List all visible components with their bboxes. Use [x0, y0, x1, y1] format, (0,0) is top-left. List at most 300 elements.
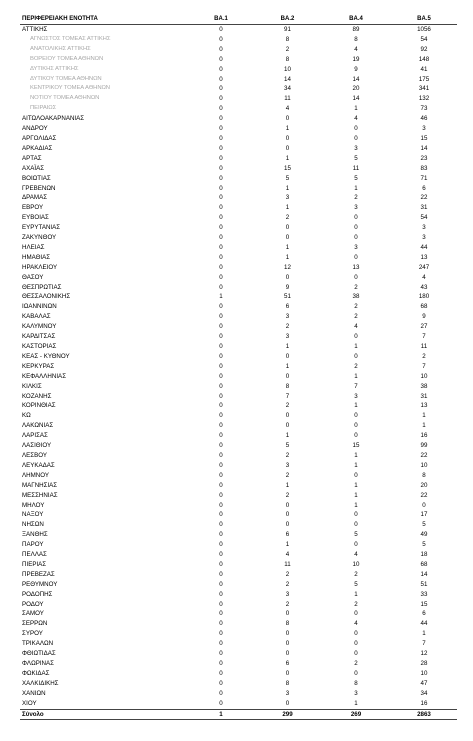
- ba2-value: 0: [285, 521, 290, 529]
- region-name: ΚΙΛΚΙΣ: [22, 382, 42, 390]
- region-name: ΗΡΑΚΛΕΙΟΥ: [22, 263, 58, 271]
- ba2-value: 0: [285, 669, 290, 677]
- table-row: [20, 600, 457, 610]
- region-name: ΕΥΒΟΙΑΣ: [22, 214, 49, 222]
- ba5-value: 47: [420, 679, 428, 687]
- ba4-value: 4: [354, 620, 358, 628]
- ba1-value: 0: [219, 451, 223, 459]
- ba1-value: 0: [219, 412, 223, 420]
- ba2-value: 0: [285, 650, 290, 658]
- ba5-value: 68: [420, 303, 428, 311]
- table-subrow: [20, 84, 457, 94]
- ba2-value: 0: [285, 352, 290, 360]
- table-row: [20, 243, 457, 253]
- ba1-value: 0: [219, 580, 223, 588]
- ba2-value: 1: [285, 154, 290, 162]
- ba5-value: 1: [422, 422, 426, 430]
- ba1-value: 0: [219, 144, 223, 152]
- table-row: [20, 382, 457, 392]
- ba4-value: 0: [354, 134, 358, 142]
- ba2-value: 0: [285, 144, 290, 152]
- ba2-value: 2: [285, 600, 290, 608]
- region-name: ΜΑΓΝΗΣΙΑΣ: [22, 481, 58, 489]
- ba2-value: 0: [285, 134, 290, 142]
- region-name: ΠΕΛΛΑΣ: [22, 551, 47, 559]
- table-row: [20, 540, 457, 550]
- ba5-value: 13: [420, 402, 428, 410]
- table-row: [20, 124, 457, 134]
- region-name: ΦΛΩΡΙΝΑΣ: [22, 660, 54, 667]
- region-name: ΣΑΜΟΥ: [22, 610, 44, 618]
- total-ba2: 299: [254, 709, 321, 720]
- table-row: [20, 550, 457, 560]
- ba2-value: 6: [285, 531, 290, 539]
- ba1-value: 0: [219, 669, 223, 677]
- ba1-value: 0: [219, 214, 223, 222]
- ba2-value: 3: [285, 689, 290, 697]
- region-name: ΛΑΣΙΘΙΟΥ: [22, 442, 52, 450]
- ba1-value: 0: [219, 194, 223, 202]
- ba2-value: 3: [285, 313, 290, 321]
- ba1-value: 0: [219, 679, 223, 687]
- ba4-value: 3: [354, 689, 358, 697]
- ba5-value: 22: [420, 194, 428, 202]
- ba5-value: 71: [420, 174, 428, 182]
- ba1-value: 0: [219, 134, 223, 142]
- ba1-value: 0: [219, 154, 223, 162]
- region-name: ΑΙΤΩΛΟΑΚΑΡΝΑΝΙΑΣ: [22, 115, 85, 123]
- ba2-value: 2: [285, 580, 290, 588]
- region-name: ΙΩΑΝΝΙΝΩΝ: [22, 303, 57, 311]
- ba1-value: 0: [219, 432, 223, 440]
- ba1-value: 0: [219, 174, 223, 182]
- ba1-value: 0: [219, 610, 223, 618]
- ba2-value: 2: [285, 451, 290, 459]
- ba1-value: 0: [219, 660, 223, 667]
- ba5-value: 54: [420, 214, 428, 222]
- ba2-value: 2: [285, 471, 290, 479]
- ba1-value: 0: [219, 253, 223, 261]
- ba4-value: 20: [352, 85, 360, 93]
- ba1-value: 0: [219, 461, 223, 469]
- ba5-value: 16: [420, 432, 428, 440]
- ba2-value: 2: [285, 323, 290, 331]
- ba4-value: 1: [354, 590, 358, 598]
- region-name: ΣΥΡΟΥ: [22, 630, 43, 638]
- ba4-value: 3: [354, 392, 358, 400]
- header-region: ΠΕΡΙΦΕΡΕΙΑΚΗ ΕΝΟΤΗΤΑ: [20, 15, 188, 25]
- ba1-value: 0: [219, 541, 223, 549]
- ba4-value: 5: [354, 174, 358, 182]
- region-name: ΚΟΖΑΝΗΣ: [22, 392, 52, 400]
- table-row: [20, 689, 457, 699]
- ba1-value: 0: [219, 590, 223, 598]
- region-name: ΔΥΤΙΚΗΣ ΑΤΤΙΚΗΣ: [30, 65, 79, 72]
- ba5-value: 14: [420, 570, 428, 578]
- region-name: ΣΕΡΡΩΝ: [22, 620, 48, 628]
- ba4-value: 2: [354, 313, 358, 321]
- ba5-value: 175: [418, 75, 430, 83]
- ba5-value: 3: [422, 224, 426, 232]
- ba2-value: 2: [285, 570, 290, 578]
- ba4-value: 1: [354, 461, 358, 469]
- region-name: ΘΕΣΠΡΩΤΙΑΣ: [22, 283, 62, 291]
- ba2-value: 6: [285, 660, 290, 667]
- table-subrow: [20, 65, 457, 75]
- ba5-value: 43: [420, 283, 428, 291]
- ba1-value: 0: [219, 45, 223, 53]
- region-name: ΚΕΑΣ - ΚΥΘΝΟΥ: [22, 352, 70, 360]
- ba1-value: 0: [219, 303, 223, 311]
- table-row: [20, 213, 457, 223]
- ba4-value: 0: [354, 253, 358, 261]
- ba2-value: 1: [285, 481, 290, 489]
- ba2-value: 1: [285, 362, 290, 370]
- ba4-value: 0: [354, 214, 358, 222]
- ba1-value: 0: [219, 125, 223, 133]
- table-row: [20, 322, 457, 332]
- ba4-value: 0: [354, 224, 358, 232]
- ba1-value: 0: [219, 640, 223, 648]
- table-row: [20, 312, 457, 322]
- ba2-value: 14: [284, 75, 291, 83]
- region-name: ΠΡΕΒΕΖΑΣ: [22, 570, 55, 578]
- ba4-value: 1: [354, 501, 358, 509]
- ba1-value: 0: [219, 511, 223, 519]
- ba1-value: 1: [219, 293, 223, 301]
- ba4-value: 1: [354, 184, 358, 192]
- ba4-value: 0: [354, 541, 358, 549]
- ba5-value: 247: [418, 263, 430, 271]
- table-row: [20, 441, 457, 451]
- ba5-value: 31: [420, 392, 428, 400]
- table-row: [20, 491, 457, 501]
- ba5-value: 0: [422, 501, 426, 509]
- ba1-value: 0: [219, 442, 223, 450]
- ba4-value: 0: [354, 412, 358, 420]
- table-subrow: [20, 94, 457, 104]
- ba2-value: 3: [285, 461, 290, 469]
- ba4-value: 2: [354, 570, 358, 578]
- table-row: [20, 302, 457, 312]
- header-ba2: ΒΑ.2: [254, 15, 321, 25]
- region-name: ΗΛΕΙΑΣ: [22, 243, 45, 251]
- region-name: ΔΡΑΜΑΣ: [22, 194, 48, 202]
- ba5-value: 4: [422, 273, 426, 281]
- ba5-value: 3: [422, 125, 426, 133]
- region-name: ΚΑΡΔΙΤΣΑΣ: [22, 333, 56, 341]
- table-row: [20, 154, 457, 164]
- ba1-value: 0: [219, 570, 223, 578]
- ba2-value: 0: [285, 699, 290, 707]
- ba4-value: 0: [354, 521, 358, 529]
- table-row: [20, 570, 457, 580]
- ba1-value: 0: [219, 551, 223, 559]
- table-row: [20, 174, 457, 184]
- table-row: [20, 332, 457, 342]
- ba2-value: 5: [285, 442, 290, 450]
- ba4-value: 9: [354, 65, 358, 73]
- region-name: ΚΕΝΤΡΙΚΟΥ ΤΟΜΕΑ ΑΘΗΝΩΝ: [30, 85, 110, 92]
- ba1-value: 0: [219, 600, 223, 608]
- ba4-value: 8: [354, 679, 358, 687]
- ba1-value: 0: [219, 85, 223, 93]
- ba2-value: 0: [285, 630, 290, 638]
- region-name: ΤΡΙΚΑΛΩΝ: [22, 640, 54, 648]
- ba1-value: 0: [219, 263, 223, 271]
- ba1-value: 0: [219, 372, 223, 380]
- total-row: [20, 709, 457, 720]
- total-ba5: 2863: [391, 709, 457, 720]
- region-name: ΑΝΑΤΟΛΙΚΗΣ ΑΤΤΙΚΗΣ: [30, 45, 91, 52]
- ba1-value: 0: [219, 402, 223, 410]
- table-subrow: [20, 75, 457, 85]
- region-name: ΠΙΕΡΙΑΣ: [22, 560, 47, 568]
- ba1-value: 0: [219, 224, 223, 232]
- region-name: ΛΑΚΩΝΙΑΣ: [22, 422, 54, 430]
- region-name: ΚΑΣΤΟΡΙΑΣ: [22, 343, 57, 350]
- ba1-value: 0: [219, 105, 223, 113]
- ba5-value: 2: [422, 352, 426, 360]
- ba1-value: 0: [219, 422, 223, 430]
- ba1-value: 0: [219, 115, 223, 123]
- table-row: [20, 481, 457, 491]
- ba5-value: 10: [420, 372, 428, 380]
- table-row: [20, 560, 457, 570]
- ba5-value: 13: [420, 253, 428, 261]
- ba2-value: 1: [285, 541, 290, 549]
- ba2-value: 2: [285, 214, 290, 222]
- ba2-value: 3: [285, 590, 290, 598]
- ba1-value: 0: [219, 55, 223, 63]
- ba1-value: 0: [219, 560, 223, 568]
- ba1-value: 0: [219, 204, 223, 212]
- ba4-value: 1: [354, 343, 358, 350]
- ba4-value: 5: [354, 580, 358, 588]
- ba2-value: 8: [285, 382, 290, 390]
- ba4-value: 14: [352, 95, 360, 103]
- region-name: ΚΑΛΥΜΝΟΥ: [22, 323, 57, 331]
- ba5-value: 10: [420, 669, 428, 677]
- ba5-value: 41: [420, 65, 428, 73]
- ba5-value: 31: [420, 204, 428, 212]
- ba2-value: 0: [285, 412, 290, 420]
- ba1-value: 0: [219, 95, 223, 103]
- table-row: [20, 372, 457, 382]
- table-row: [20, 25, 457, 35]
- ba5-value: 28: [420, 660, 428, 667]
- ba4-value: 2: [354, 303, 358, 311]
- table-row: [20, 164, 457, 174]
- ba1-value: 0: [219, 382, 223, 390]
- table-footer: [20, 709, 457, 720]
- table-header: [20, 15, 457, 25]
- ba4-value: 13: [352, 263, 360, 271]
- region-name: ΛΕΥΚΑΔΑΣ: [22, 461, 55, 469]
- ba5-value: 38: [420, 382, 428, 390]
- table-row: [20, 134, 457, 144]
- ba1-value: 0: [219, 273, 223, 281]
- table-row: [20, 639, 457, 649]
- region-name: ΔΥΤΙΚΟΥ ΤΟΜΕΑ ΑΘΗΝΩΝ: [30, 75, 102, 82]
- ba5-value: 54: [420, 35, 428, 43]
- ba2-value: 0: [285, 610, 290, 618]
- ba2-value: 4: [285, 105, 290, 113]
- table-row: [20, 649, 457, 659]
- ba5-value: 3: [422, 234, 426, 242]
- ba1-value: 0: [219, 333, 223, 341]
- ba2-value: 8: [285, 55, 290, 63]
- ba4-value: 1: [354, 105, 358, 113]
- ba4-value: 5: [354, 531, 358, 539]
- ba4-value: 5: [354, 154, 358, 162]
- ba4-value: 0: [354, 273, 358, 281]
- ba2-value: 5: [285, 174, 290, 182]
- table-row: [20, 253, 457, 263]
- region-name: ΡΟΔΟΥ: [22, 600, 44, 608]
- ba4-value: 3: [354, 204, 358, 212]
- ba5-value: 44: [420, 620, 428, 628]
- ba4-value: 89: [352, 26, 360, 33]
- ba5-value: 148: [418, 55, 430, 63]
- region-name: ΧΑΛΚΙΔΙΚΗΣ: [22, 679, 59, 687]
- ba1-value: 0: [219, 323, 223, 331]
- region-name: ΡΟΔΟΠΗΣ: [22, 590, 53, 598]
- ba5-value: 1056: [417, 26, 431, 33]
- ba4-value: 4: [354, 45, 358, 53]
- ba4-value: 0: [354, 352, 358, 360]
- region-name: ΛΑΡΙΣΑΣ: [22, 432, 48, 440]
- ba4-value: 0: [354, 234, 358, 242]
- ba2-value: 1: [285, 204, 290, 212]
- ba1-value: 0: [219, 650, 223, 658]
- ba1-value: 0: [219, 531, 223, 539]
- ba2-value: 0: [285, 422, 290, 430]
- ba5-value: 73: [420, 105, 428, 113]
- ba5-value: 10: [420, 461, 428, 469]
- total-label: Σύνολο: [20, 709, 188, 720]
- ba4-value: 8: [354, 35, 358, 43]
- region-name: ΕΥΡΥΤΑΝΙΑΣ: [22, 224, 61, 232]
- ba2-value: 1: [285, 184, 290, 192]
- region-name: ΠΕΙΡΑΙΩΣ: [30, 105, 57, 112]
- ba1-value: 0: [219, 35, 223, 43]
- ba2-value: 1: [285, 125, 290, 133]
- ba5-value: 92: [420, 45, 428, 53]
- table-row: [20, 411, 457, 421]
- table-row: [20, 580, 457, 590]
- table-row: [20, 342, 457, 352]
- table-row: [20, 352, 457, 362]
- table-row: [20, 629, 457, 639]
- ba1-value: 0: [219, 471, 223, 479]
- region-name: ΓΡΕΒΕΝΩΝ: [22, 184, 56, 192]
- ba5-value: 341: [418, 85, 430, 93]
- ba5-value: 1: [422, 412, 426, 420]
- ba1-value: 0: [219, 343, 223, 350]
- ba5-value: 16: [420, 699, 428, 707]
- table-row: [20, 273, 457, 283]
- ba1-value: 0: [219, 620, 223, 628]
- region-name: ΕΒΡΟΥ: [22, 204, 44, 212]
- table-row: [20, 501, 457, 511]
- ba2-value: 2: [285, 45, 290, 53]
- ba5-value: 46: [420, 115, 428, 123]
- ba2-value: 0: [285, 234, 290, 242]
- table-body: [20, 25, 457, 710]
- ba5-value: 44: [420, 243, 428, 251]
- table-row: [20, 263, 457, 273]
- ba4-value: 15: [352, 442, 360, 450]
- ba2-value: 2: [285, 402, 290, 410]
- ba5-value: 23: [420, 154, 428, 162]
- ba2-value: 1: [285, 432, 290, 440]
- table-row: [20, 679, 457, 689]
- ba1-value: 0: [219, 164, 223, 172]
- ba1-value: 0: [219, 501, 223, 509]
- ba1-value: 0: [219, 313, 223, 321]
- region-name: ΑΓΝΩΣΤΟΣ ΤΟΜΕΑΣ ΑΤΤΙΚΗΣ: [30, 35, 111, 42]
- ba5-value: 5: [422, 521, 426, 529]
- ba2-value: 0: [285, 115, 290, 123]
- ba2-value: 3: [285, 194, 290, 202]
- ba4-value: 1: [354, 699, 358, 707]
- table-row: [20, 699, 457, 709]
- ba2-value: 8: [285, 35, 290, 43]
- ba1-value: 0: [219, 184, 223, 192]
- ba4-value: 10: [352, 560, 360, 568]
- ba5-value: 11: [420, 343, 428, 350]
- ba5-value: 180: [418, 293, 430, 301]
- ba5-value: 7: [422, 640, 426, 648]
- table-row: [20, 461, 457, 471]
- ba5-value: 132: [418, 95, 430, 103]
- ba4-value: 2: [354, 660, 358, 667]
- ba5-value: 7: [422, 362, 426, 370]
- ba4-value: 2: [354, 283, 358, 291]
- ba5-value: 15: [420, 600, 428, 608]
- region-name: ΑΝΔΡΟΥ: [22, 125, 48, 133]
- table-subrow: [20, 104, 457, 114]
- ba4-value: 38: [352, 293, 360, 301]
- table-row: [20, 392, 457, 402]
- ba5-value: 17: [420, 511, 428, 519]
- ba5-value: 33: [420, 590, 428, 598]
- ba2-value: 0: [285, 273, 290, 281]
- ba2-value: 2: [285, 491, 290, 499]
- region-name: ΘΑΣΟΥ: [22, 273, 44, 281]
- ba2-value: 11: [284, 560, 291, 568]
- region-name: ΧΙΟΥ: [22, 699, 37, 707]
- table-row: [20, 421, 457, 431]
- ba5-value: 34: [420, 689, 428, 697]
- header-ba1: ΒΑ.1: [188, 15, 254, 25]
- region-name: ΖΑΚΥΝΘΟΥ: [22, 234, 57, 242]
- ba1-value: 0: [219, 392, 223, 400]
- ba4-value: 1: [354, 481, 358, 489]
- ba4-value: 2: [354, 362, 358, 370]
- table-row: [20, 590, 457, 600]
- ba4-value: 14: [352, 75, 360, 83]
- ba4-value: 1: [354, 402, 358, 410]
- ba1-value: 0: [219, 352, 223, 360]
- ba2-value: 6: [285, 303, 290, 311]
- ba1-value: 0: [219, 234, 223, 242]
- table-row: [20, 510, 457, 520]
- ba4-value: 0: [354, 669, 358, 677]
- region-name: ΑΡΤΑΣ: [22, 154, 42, 162]
- ba2-value: 1: [285, 243, 290, 251]
